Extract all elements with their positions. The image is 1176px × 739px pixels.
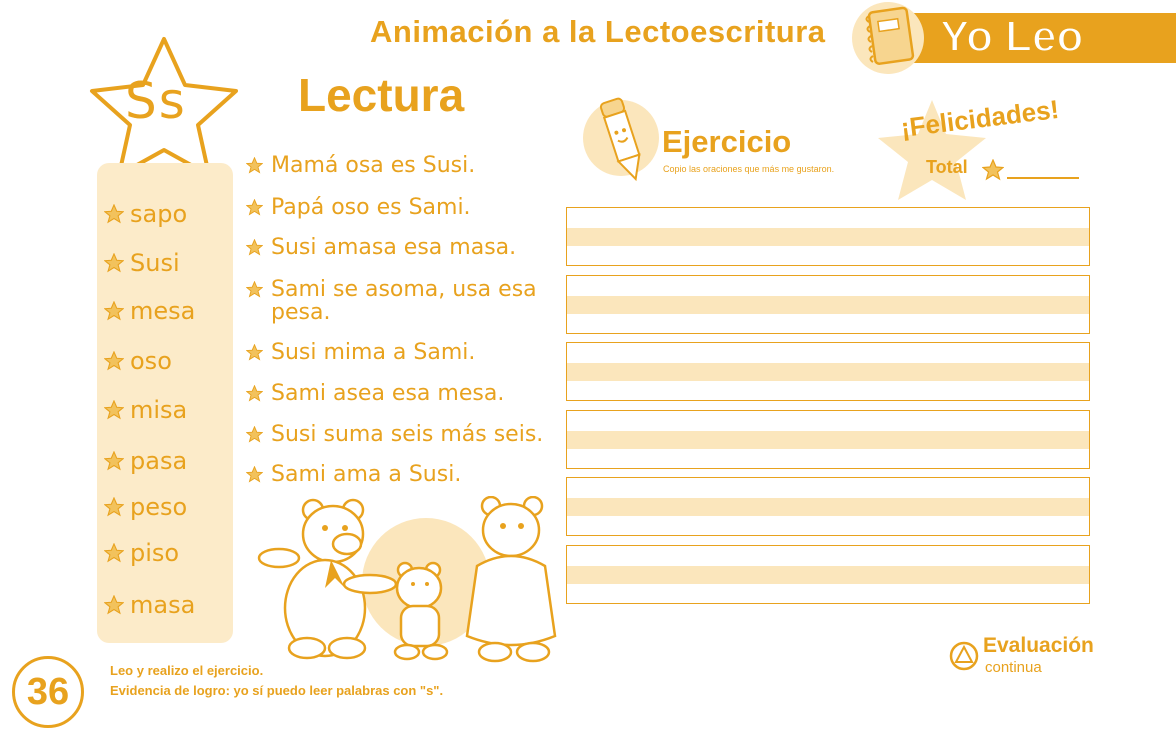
sentence-text: Mamá osa es Susi. [271,153,476,178]
footer-evidence: Evidencia de logro: yo sí puedo leer palabras con "s". [110,683,444,698]
sentence-text: Sami ama a Susi. [271,462,462,487]
total-blank[interactable] [1007,177,1079,179]
sentence-item [246,154,556,177]
sentence-item [246,341,556,364]
writing-box[interactable] [566,207,1090,266]
letter-label: Ss [125,72,187,130]
footer-instruction: Leo y realizo el ejercicio. [110,663,264,678]
star-bullet-icon [246,426,263,443]
star-bullet-icon [246,385,263,402]
sentence-item [246,236,556,259]
word-label: misa [130,396,188,424]
evaluation-icon [948,640,980,672]
notebook-icon [860,2,920,72]
writing-box[interactable] [566,477,1090,536]
star-bullet-icon [246,157,263,174]
sentence-text: Susi mima a Sami. [271,340,476,365]
star-bullet-icon [104,253,124,273]
sentence-item [246,278,556,324]
sentence-text: Sami asea esa mesa. [271,381,505,406]
total-label: Total [926,157,968,177]
word-item [104,200,187,228]
star-bullet-icon [246,344,263,361]
word-item [104,396,187,424]
word-label: Susi [130,249,180,277]
pencil-icon [598,95,648,185]
sentence-item [246,196,556,219]
bears-illustration [255,496,565,666]
word-item [104,591,195,619]
writing-box[interactable] [566,410,1090,469]
star-bullet-icon [246,466,263,483]
word-item [104,493,187,521]
evaluation-subtitle: continua [985,659,1042,676]
sentence-item [246,463,556,486]
exercise-title: Ejercicio [662,124,792,159]
exercise-instruction: Copio las oraciones que más me gustaron. [663,164,835,174]
word-label: mesa [130,297,196,325]
word-item [104,347,172,375]
star-bullet-icon [104,351,124,371]
star-bullet-icon [246,239,263,256]
sentence-item [246,382,556,405]
star-bullet-icon [104,400,124,420]
sentence-text: Susi suma seis más seis. [271,422,544,447]
star-bullet-icon [104,543,124,563]
word-label: oso [130,347,172,375]
writing-box[interactable] [566,275,1090,334]
word-item [104,447,187,475]
word-item [104,297,195,325]
word-item [104,539,179,567]
word-label: pasa [130,447,188,475]
header-title: Animación a la Lectoescritura [370,14,826,49]
writing-box[interactable] [566,342,1090,401]
section-title: Lectura [298,69,465,121]
word-label: sapo [130,200,188,228]
star-bullet-icon [104,497,124,517]
word-label: masa [130,591,196,619]
writing-box[interactable] [566,545,1090,604]
congrats-text: ¡Felicidades! [899,93,1061,144]
star-bullet-icon [246,199,263,216]
brand-title: Yo Leo [940,12,1084,61]
star-bullet-icon [982,159,1004,181]
evaluation-title: Evaluación [983,634,1094,657]
star-bullet-icon [104,595,124,615]
star-bullet-icon [246,281,263,298]
sentence-item [246,423,556,446]
star-bullet-icon [104,301,124,321]
word-label: piso [130,539,180,567]
sentence-text: Sami se asoma, usa esa pesa. [271,277,537,325]
sentence-text: Susi amasa esa masa. [271,235,517,260]
sentence-text: Papá oso es Sami. [271,195,471,220]
star-bullet-icon [104,204,124,224]
word-label: peso [130,493,188,521]
word-item [104,249,180,277]
star-bullet-icon [104,451,124,471]
page-number: 36 [12,656,84,728]
